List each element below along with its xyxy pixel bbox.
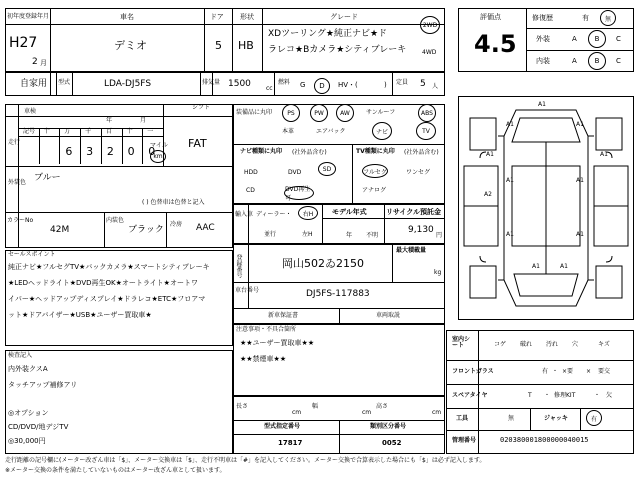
displacement: 1500 [228, 79, 251, 89]
damage-code: A1 [600, 151, 608, 158]
equipment-item: PW [310, 104, 328, 122]
interior-c: C [616, 57, 621, 65]
shape-label: 形状 [240, 13, 254, 21]
first-reg-label: 初年度登録年月 [7, 13, 50, 20]
max-load-kg: kg [434, 269, 442, 276]
interior-color-label: 内装色 [106, 217, 125, 224]
mileage-digit: 3 [86, 145, 94, 158]
new-warranty: 新車保証書 [268, 312, 299, 319]
navi-note: (社外品含む) [292, 149, 327, 156]
mgmt-value: 020380001800000040015 [500, 436, 589, 444]
score-label: 評価点 [480, 13, 501, 21]
color-no: 42M [50, 225, 70, 235]
repair-label: 修復歴 [532, 14, 553, 22]
equipment-label: 装備品に丸印 [236, 109, 273, 116]
spare-label: スペアタイヤ [452, 392, 488, 399]
mgmt-label: 管理番号 [452, 437, 477, 444]
mileage-mile: マイル [150, 142, 168, 149]
jack-value: 有 [586, 410, 602, 426]
color-label: 外装色 [8, 179, 27, 186]
damage-code: A1 [486, 151, 494, 158]
recycle-label: リサイクル預託金 [386, 208, 442, 216]
mileage-km: km [150, 150, 166, 163]
ac-label: 冷房 [170, 221, 183, 228]
import-left: 左H [302, 231, 313, 238]
inspection-month: 月 [140, 117, 147, 124]
first-reg-month: 2 [32, 57, 38, 67]
car-diagram [458, 96, 634, 320]
sales-point-label: セールスポイント [8, 251, 56, 258]
interior-b: B [588, 52, 606, 70]
mileage-digit: 2 [106, 145, 114, 158]
model-label: 型式 [58, 79, 71, 86]
max-load-label: 最大積載量 [396, 247, 427, 254]
sales-point-line: ット★ドアバイザー★USB★ユーザー買取車★ [8, 311, 152, 319]
model-spec-label: 型式指定番号 [264, 423, 301, 430]
option-line: ◎30,000円 [8, 437, 46, 445]
repair-yes: 有 [582, 14, 589, 22]
navi-item: DVD [288, 169, 302, 176]
spare-item: T [528, 392, 532, 399]
import-dealer: ディーラー・ [256, 211, 292, 218]
inspector-line: タッチアップ補修アリ [8, 381, 78, 389]
model-spec: 17817 [278, 439, 303, 447]
header-row [5, 8, 445, 72]
capacity-unit: 人 [432, 83, 439, 90]
damage-code: A1 [506, 121, 514, 128]
class: 0052 [382, 439, 402, 447]
fuel-close: ) [384, 81, 387, 89]
class-label: 類別区分番号 [370, 423, 407, 430]
mileage-digit-label: 百 [105, 128, 112, 135]
mileage-digit-label: 一 [147, 128, 154, 135]
spare-item: ・ [594, 392, 601, 399]
grade-label: グレード [330, 13, 358, 21]
inspection-year: 年 [106, 117, 113, 124]
score-value: 4.5 [474, 30, 517, 58]
dim-length: 長さ [236, 403, 249, 410]
option-line: CD/DVD/地デジTV [8, 423, 69, 431]
footer-line2: ※メーター交換の条件を満たしていないものはメーター改ざん車として扱います。 [5, 467, 226, 474]
equipment-item: 本革 [282, 128, 295, 135]
exterior-label: 外装 [536, 35, 550, 43]
damage-code: A1 [506, 231, 514, 238]
damage-code: A1 [576, 177, 584, 184]
drive-2wd: 2WD [420, 16, 440, 34]
mileage-digit-label: 記号 [23, 128, 36, 135]
equipment-item: ナビ [372, 122, 392, 140]
color-no-label: カラーNo [7, 217, 34, 224]
spare-item: ・ [544, 392, 551, 399]
navi-item: DVD再生可 [284, 186, 314, 200]
seat-item: コゲ [494, 341, 507, 348]
notes-line: ★★禁煙車★★ [240, 355, 287, 363]
fuel-hv: HV・( [338, 81, 358, 89]
mileage-digit-label: 十 [126, 128, 133, 135]
mileage-digit-label: 十 [43, 128, 50, 135]
repair-no: 無 [600, 10, 616, 26]
model-year-label: モデル年式 [332, 208, 367, 216]
interior-label: 内装 [536, 57, 550, 65]
grade-line2: ラレコ★Bカメラ★シティブレーキ [268, 45, 407, 55]
color: ブルー [34, 173, 61, 183]
seat-item: 穴 [572, 341, 579, 348]
equipment-item: サンルーフ [366, 109, 396, 116]
damage-code: A1 [538, 101, 546, 108]
seat-item: キズ [598, 341, 610, 348]
navi-item: HDD [244, 169, 258, 176]
mileage-label: 走行 [8, 139, 21, 146]
glass-item: ×要 [562, 368, 574, 375]
manual: 車両取説 [376, 312, 401, 319]
chassis-label: 車台番号 [235, 287, 260, 294]
shift: FAT [188, 137, 207, 150]
ac: AAC [196, 223, 215, 233]
chassis: DJ5FS-117883 [306, 289, 370, 299]
option-line: ◎オプション [8, 409, 49, 417]
navi-label: ナビ種類に丸印 [240, 148, 283, 155]
equipment-item: TV [416, 122, 436, 140]
damage-code: A1 [532, 263, 540, 270]
tv-item: ワンセグ [406, 169, 431, 176]
exterior-a: A [572, 35, 577, 43]
shape: HB [238, 39, 254, 52]
registration-value: 岡山502ゐ2150 [282, 257, 364, 270]
spare-item: 欠 [606, 392, 613, 399]
cc-unit: cc [266, 85, 273, 92]
sales-point-line: イパー★ヘッドアップディスプレイ★ドラレコ★ETC★フロアマ [8, 295, 206, 303]
glass-label: フロントガラス [452, 368, 494, 375]
footer-line1: 走行距離の記号欄に(メーター改ざん車は「$」、メーター交換車は「$」、走行不明車は「#」を記入してください。メーター交換で合算表示した場合にも「$」は必ず記入します。 [5, 457, 486, 464]
mileage-digit-label: 万 [64, 128, 71, 135]
jack-label: ジャッキ [544, 415, 568, 422]
damage-code: A1 [506, 177, 514, 184]
equipment-item: エアバック [316, 128, 346, 135]
row2 [5, 72, 445, 96]
seat-label: 室内シート [452, 336, 471, 349]
inspector-line: 内外装クスA [8, 365, 48, 373]
shift-label: シフト [192, 104, 211, 111]
grade-line1: XDツーリング★純正ナビ★ド [268, 29, 388, 39]
recycle: 9,130 [408, 225, 434, 235]
doors-label: ドア [210, 13, 224, 21]
model: LDA-DJ5FS [104, 79, 152, 89]
glass-item: 有 [542, 368, 549, 375]
tv-item: フルセグ [362, 164, 388, 178]
fuel-g: G [300, 81, 306, 89]
damage-code: A1 [576, 231, 584, 238]
model-year-unknown: 不明 [366, 232, 379, 239]
equipment-item: ABS [418, 104, 436, 122]
use: 自家用 [20, 79, 48, 89]
dim-length-cm: cm [292, 409, 302, 416]
seat-item: 汚れ [546, 341, 559, 348]
notes-label: 注意事項・不具合箇所 [236, 326, 297, 333]
import-right: 右H [298, 206, 318, 220]
tv-item: アナログ [362, 187, 387, 194]
drive-4wd: 4WD [422, 49, 437, 56]
displacement-label: 排気量 [202, 79, 221, 86]
fuel-d: D [314, 78, 330, 94]
mileage-digit: 6 [65, 145, 73, 158]
notes-line: ★★ユーザー買取車★★ [240, 339, 315, 347]
damage-code: A1 [576, 121, 584, 128]
tv-note: (社外品含む) [404, 149, 439, 156]
glass-item: ・ [552, 368, 559, 375]
damage-code: A1 [560, 263, 568, 270]
first-reg-era: H27 [9, 35, 38, 51]
registration-label: 登録番号 [235, 254, 242, 278]
doors: 5 [215, 39, 222, 52]
dim-height: 高さ [376, 403, 389, 410]
inspector-label: 検査記入 [8, 352, 33, 359]
dim-width: 幅 [312, 403, 319, 410]
navi-item: SD [318, 162, 336, 176]
exterior-c: C [616, 35, 621, 43]
color-note: ( ) 色替車は色替と記入 [142, 199, 205, 206]
import-label: 輸入車 [235, 211, 254, 218]
tool-value: 無 [508, 415, 515, 422]
capacity: 5 [420, 79, 426, 89]
mileage-digit-label: 千 [85, 128, 92, 135]
import-parallel: 並行 [264, 231, 277, 238]
navi-item: CD [246, 187, 255, 194]
seat-item: 破れ [520, 341, 533, 348]
car-name-label: 車名 [120, 13, 134, 21]
interior-a: A [572, 57, 577, 65]
sales-point-line: ★LEDヘッドライト★DVD再生OK★オートライト★オートワ [8, 279, 198, 287]
equipment-item: PS [282, 104, 300, 122]
mileage-digit: 0 [127, 145, 135, 158]
interior-color: ブラック [128, 225, 164, 235]
sales-point-line: 純正ナビ★フルセグTV★バックカメラ★スマートシティブレーキ [8, 263, 210, 271]
fuel-label: 燃料 [278, 79, 291, 86]
car-name: デミオ [114, 39, 147, 52]
exterior-b: B [588, 30, 606, 48]
model-year-unit: 年 [346, 232, 353, 239]
inspection-label: 車検 [24, 108, 37, 115]
capacity-label: 定員 [396, 79, 409, 86]
tv-label: TV種類に丸印 [356, 148, 395, 155]
recycle-yen: 円 [436, 232, 443, 239]
dim-width-cm: cm [362, 409, 372, 416]
tool-label: 工具 [456, 415, 469, 422]
glass-item: 要交 [598, 368, 611, 375]
mileage-digit: 0 [148, 145, 156, 158]
first-reg-month-unit: 月 [40, 59, 47, 67]
glass-item: × [586, 368, 592, 375]
damage-code: A2 [484, 191, 492, 198]
spare-item: 修理KIT [554, 392, 576, 399]
dim-height-cm: cm [432, 409, 442, 416]
equipment-item: AW [336, 104, 354, 122]
